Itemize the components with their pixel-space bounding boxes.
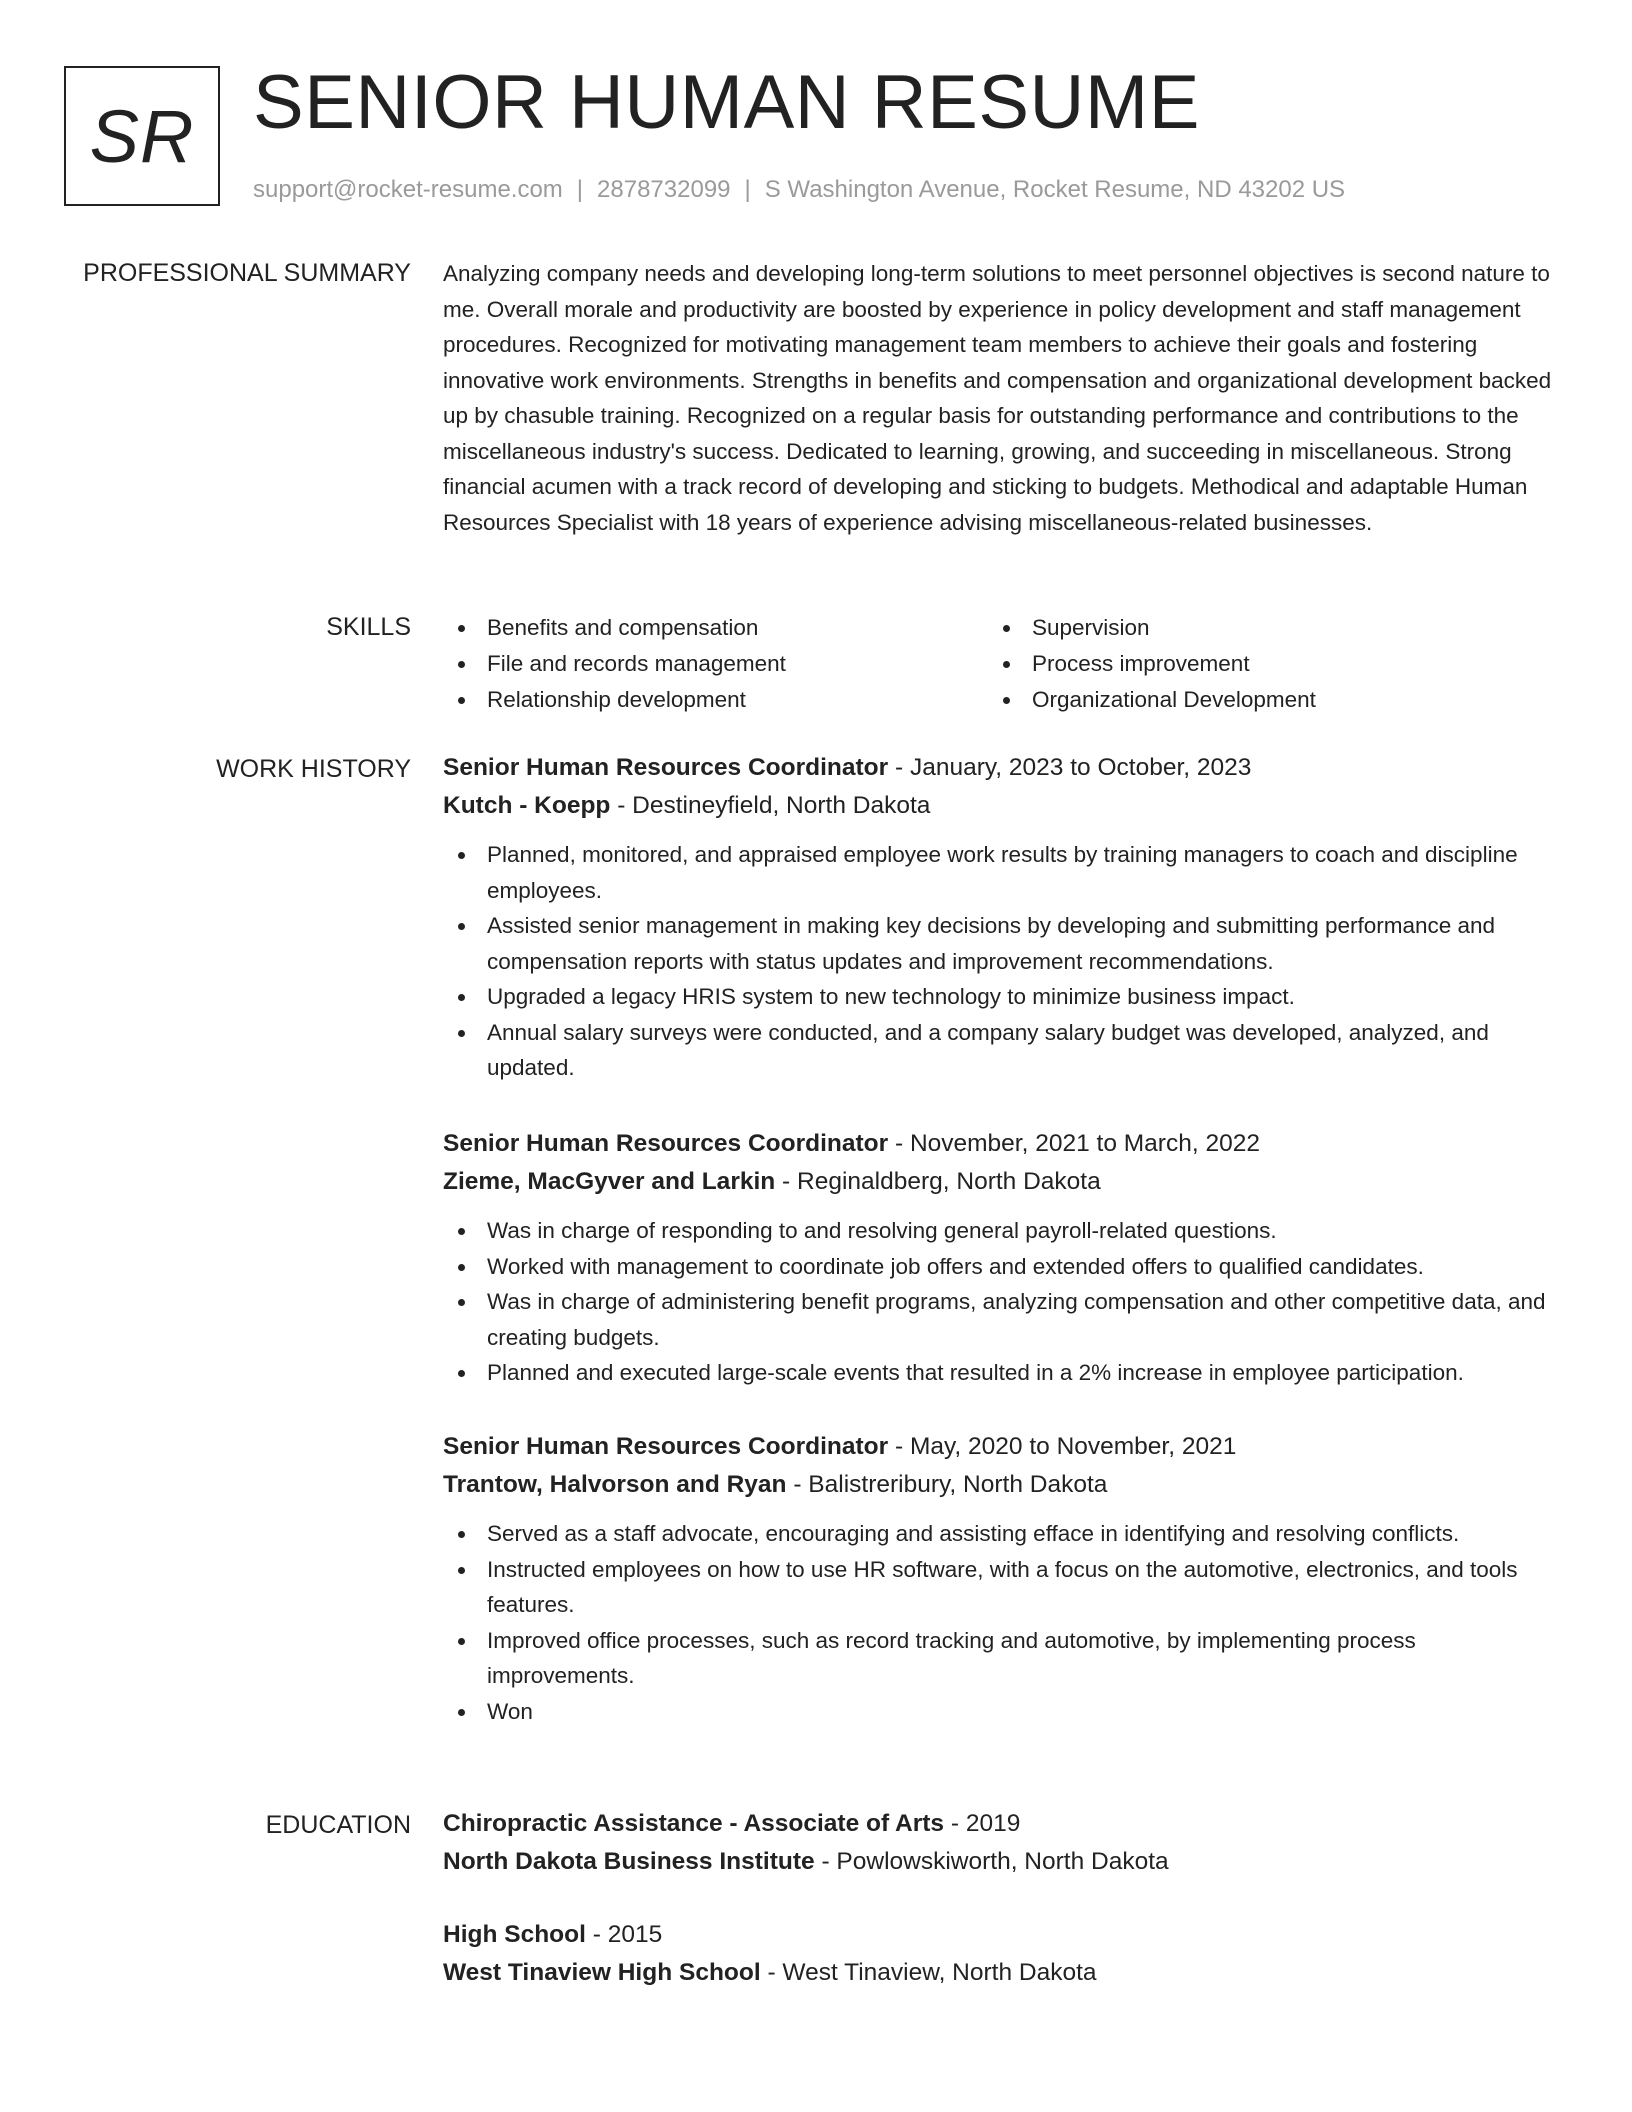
job-location: - Reginaldberg, North Dakota [775,1168,1101,1195]
skills-column-left [443,610,988,718]
skill-item: Process improvement [988,646,1548,682]
skill-item: File and records management [443,646,988,682]
education-school: North Dakota Business Institute [443,1848,815,1875]
job-bullet: Upgraded a legacy HRIS system to new technology to minimize business impact. [443,979,1558,1015]
contact-line [253,174,1345,206]
education-entry [443,1805,1558,1881]
skills-body [443,610,1558,718]
job-bullets [443,1516,1558,1729]
summary-text: Analyzing company needs and developing long-term solutions to meet personnel objectives is second nature to me. Overall morale and productivity are boosted by experience in policy development and staff management procedures. Recognized for motivating management team members to achieve their goals and fostering innovative work environments. Strengths in benefits and compensation and organizational development backed up by chasuble training. Recognized on a regular basis for outstanding performance and contributions to the miscellaneous industry's success. Dedicated to learning, growing, and succeeding in miscellaneous. Strong financial acumen with a track record of developing and sticking to budgets. Methodical and adaptable Human Resources Specialist with 18 years of experience advising miscellaneous-related businesses. [443,261,1552,535]
job-company: Kutch - Koepp [443,792,611,819]
job-dates: - January, 2023 to October, 2023 [888,754,1252,781]
education-degree-line [443,1916,1558,1954]
job-entry [443,749,1558,1086]
education-school-line [443,1954,1558,1992]
job-entry [443,1428,1558,1729]
education-degree: Chiropractic Assistance - Associate of Arts [443,1810,945,1837]
job-company: Trantow, Halvorson and Ryan [443,1471,787,1498]
job-bullet: Was in charge of administering benefit programs, analyzing compensation and other competitive data, and creating budgets. [443,1284,1558,1355]
education-school: West Tinaview High School [443,1959,761,1986]
skills-grid [443,610,1558,718]
contact-phone[interactable]: 2878732099 [597,176,731,203]
job-bullet: Was in charge of responding to and resolving general payroll-related questions. [443,1213,1558,1249]
job-bullet: Planned and executed large-scale events that resulted in a 2% increase in employee participation. [443,1355,1558,1391]
job-title-line [443,1125,1558,1163]
education-year: - 2019 [944,1810,1021,1837]
education-year: - 2015 [585,1921,663,1948]
job-title: Senior Human Resources Coordinator [443,1130,889,1157]
job-bullet: Annual salary surveys were conducted, and a company salary budget was developed, analyzed, and updated. [443,1015,1558,1086]
job-dates: - November, 2021 to March, 2022 [888,1130,1260,1157]
resume-name: SENIOR HUMAN RESUME [253,60,1200,145]
education-entry [443,1916,1558,1992]
job-bullets [443,837,1558,1086]
job-title: Senior Human Resources Coordinator [443,1433,889,1460]
job-location: - Balistreribury, North Dakota [786,1471,1108,1498]
contact-separator: | [744,176,751,203]
skill-item: Benefits and compensation [443,610,988,646]
skill-item: Relationship development [443,682,988,718]
job-bullet: Assisted senior management in making key decisions by developing and submitting performance and compensation reports with status updates and improvement recommendations. [443,908,1558,979]
job-bullet: Planned, monitored, and appraised employee work results by training managers to coach and discipline employees. [443,837,1558,908]
work-label: WORK HISTORY [216,755,411,783]
job-location: - Destineyfield, North Dakota [610,792,931,819]
job-company-line [443,1466,1558,1504]
education-degree: High School [443,1921,586,1948]
education-location: - Powlowskiworth, North Dakota [814,1848,1169,1875]
job-company: Zieme, MacGyver and Larkin [443,1168,776,1195]
job-bullet: Instructed employees on how to use HR software, with a focus on the automotive, electronics, and tools features. [443,1552,1558,1623]
education-label: EDUCATION [265,1811,411,1839]
job-company-line [443,1163,1558,1201]
education-degree-line [443,1805,1558,1843]
contact-address: S Washington Avenue, Rocket Resume, ND 43202 US [764,176,1346,203]
job-title: Senior Human Resources Coordinator [443,754,889,781]
skills-column-right [988,610,1548,718]
job-entry [443,1125,1558,1391]
monogram-box [64,66,220,206]
job-bullet: Worked with management to coordinate job offers and extended offers to qualified candidates. [443,1249,1558,1285]
job-bullet: Won [443,1694,1558,1730]
skill-item: Organizational Development [988,682,1548,718]
skill-item: Supervision [988,610,1548,646]
job-bullets [443,1213,1558,1391]
education-location: - West Tinaview, North Dakota [760,1959,1097,1986]
contact-email[interactable]: support@rocket-resume.com [253,176,563,203]
job-bullet: Served as a staff advocate, encouraging and assisting efface in identifying and resolving conflicts. [443,1516,1558,1552]
education-school-line [443,1843,1558,1881]
job-bullet: Improved office processes, such as record tracking and automotive, by implementing process improvements. [443,1623,1558,1694]
job-title-line [443,1428,1558,1466]
summary-label: PROFESSIONAL SUMMARY [83,259,411,287]
contact-separator: | [576,176,584,203]
job-company-line [443,787,1558,825]
skills-label: SKILLS [326,613,411,641]
job-title-line [443,749,1558,787]
monogram-initials: SR [89,94,195,178]
job-dates: - May, 2020 to November, 2021 [888,1433,1237,1460]
